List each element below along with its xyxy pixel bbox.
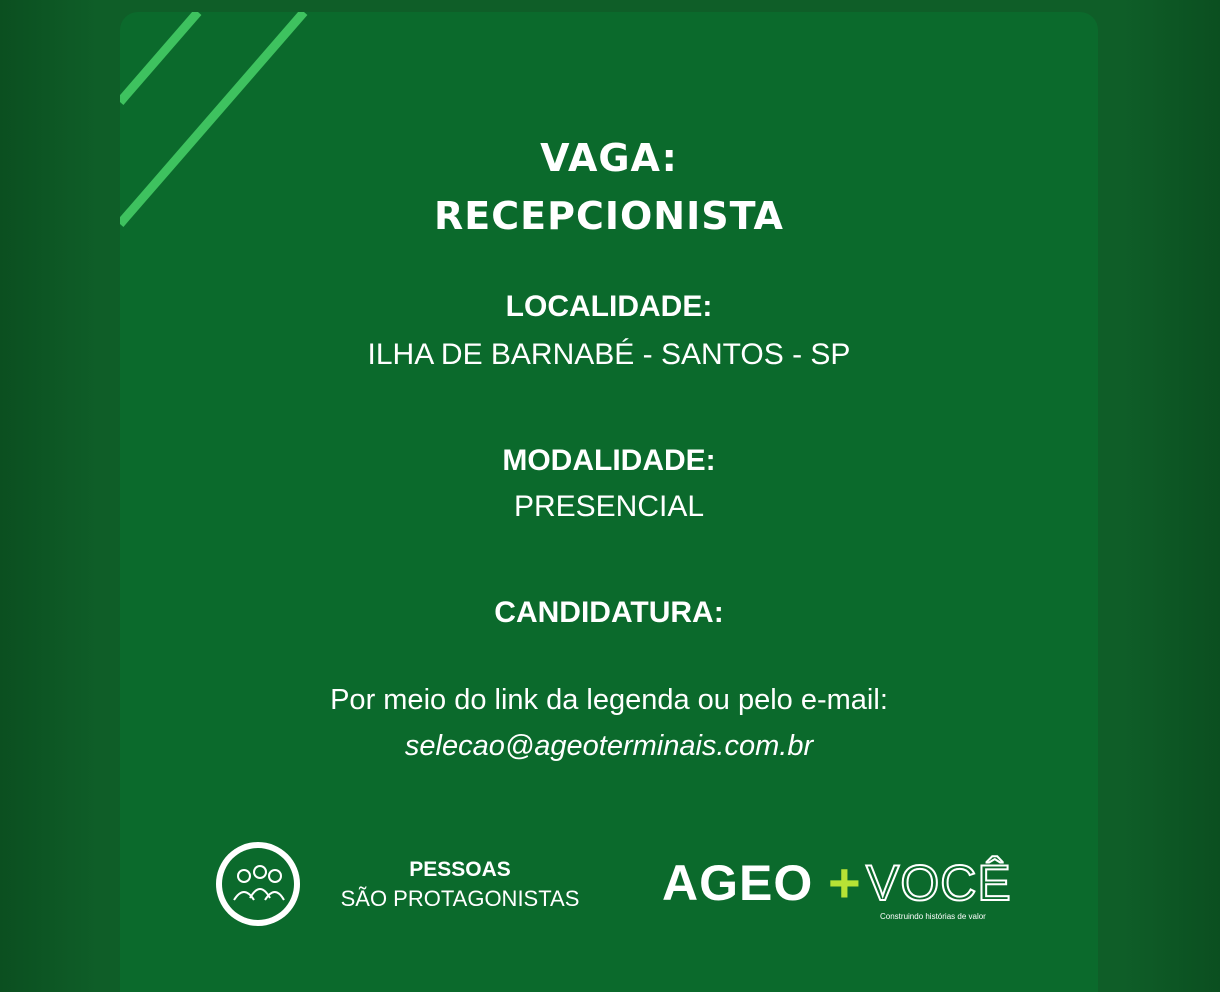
location-value: ILHA DE BARNABÉ - SANTOS - SP (367, 338, 851, 371)
application-label: CANDIDATURA: (494, 596, 724, 629)
job-title-label: VAGA: (540, 136, 678, 180)
job-post-card (120, 12, 1098, 992)
brand-tagline: Construindo histórias de valor (880, 912, 986, 921)
application-text: Por meio do link da legenda ou pelo e-mail: (330, 684, 888, 716)
mode-value: PRESENCIAL (513, 490, 705, 523)
job-title: RECEPCIONISTA (434, 194, 784, 238)
brand-voce: VOCÊ (866, 855, 1012, 911)
tagline-line1: PESSOAS (409, 858, 511, 881)
application-email[interactable]: selecao@ageoterminais.com.br (404, 730, 814, 762)
mode-label: MODALIDADE: (502, 444, 716, 477)
footer-tagline (320, 858, 600, 912)
brand-ageo: AGEO (662, 855, 814, 911)
brand-plus: + (828, 851, 861, 914)
location-label: LOCALIDADE: (505, 290, 713, 323)
ageo-voce-logo (662, 850, 1042, 930)
people-group-icon (212, 838, 304, 930)
tagline-line2: SÃO PROTAGONISTAS (340, 886, 580, 911)
